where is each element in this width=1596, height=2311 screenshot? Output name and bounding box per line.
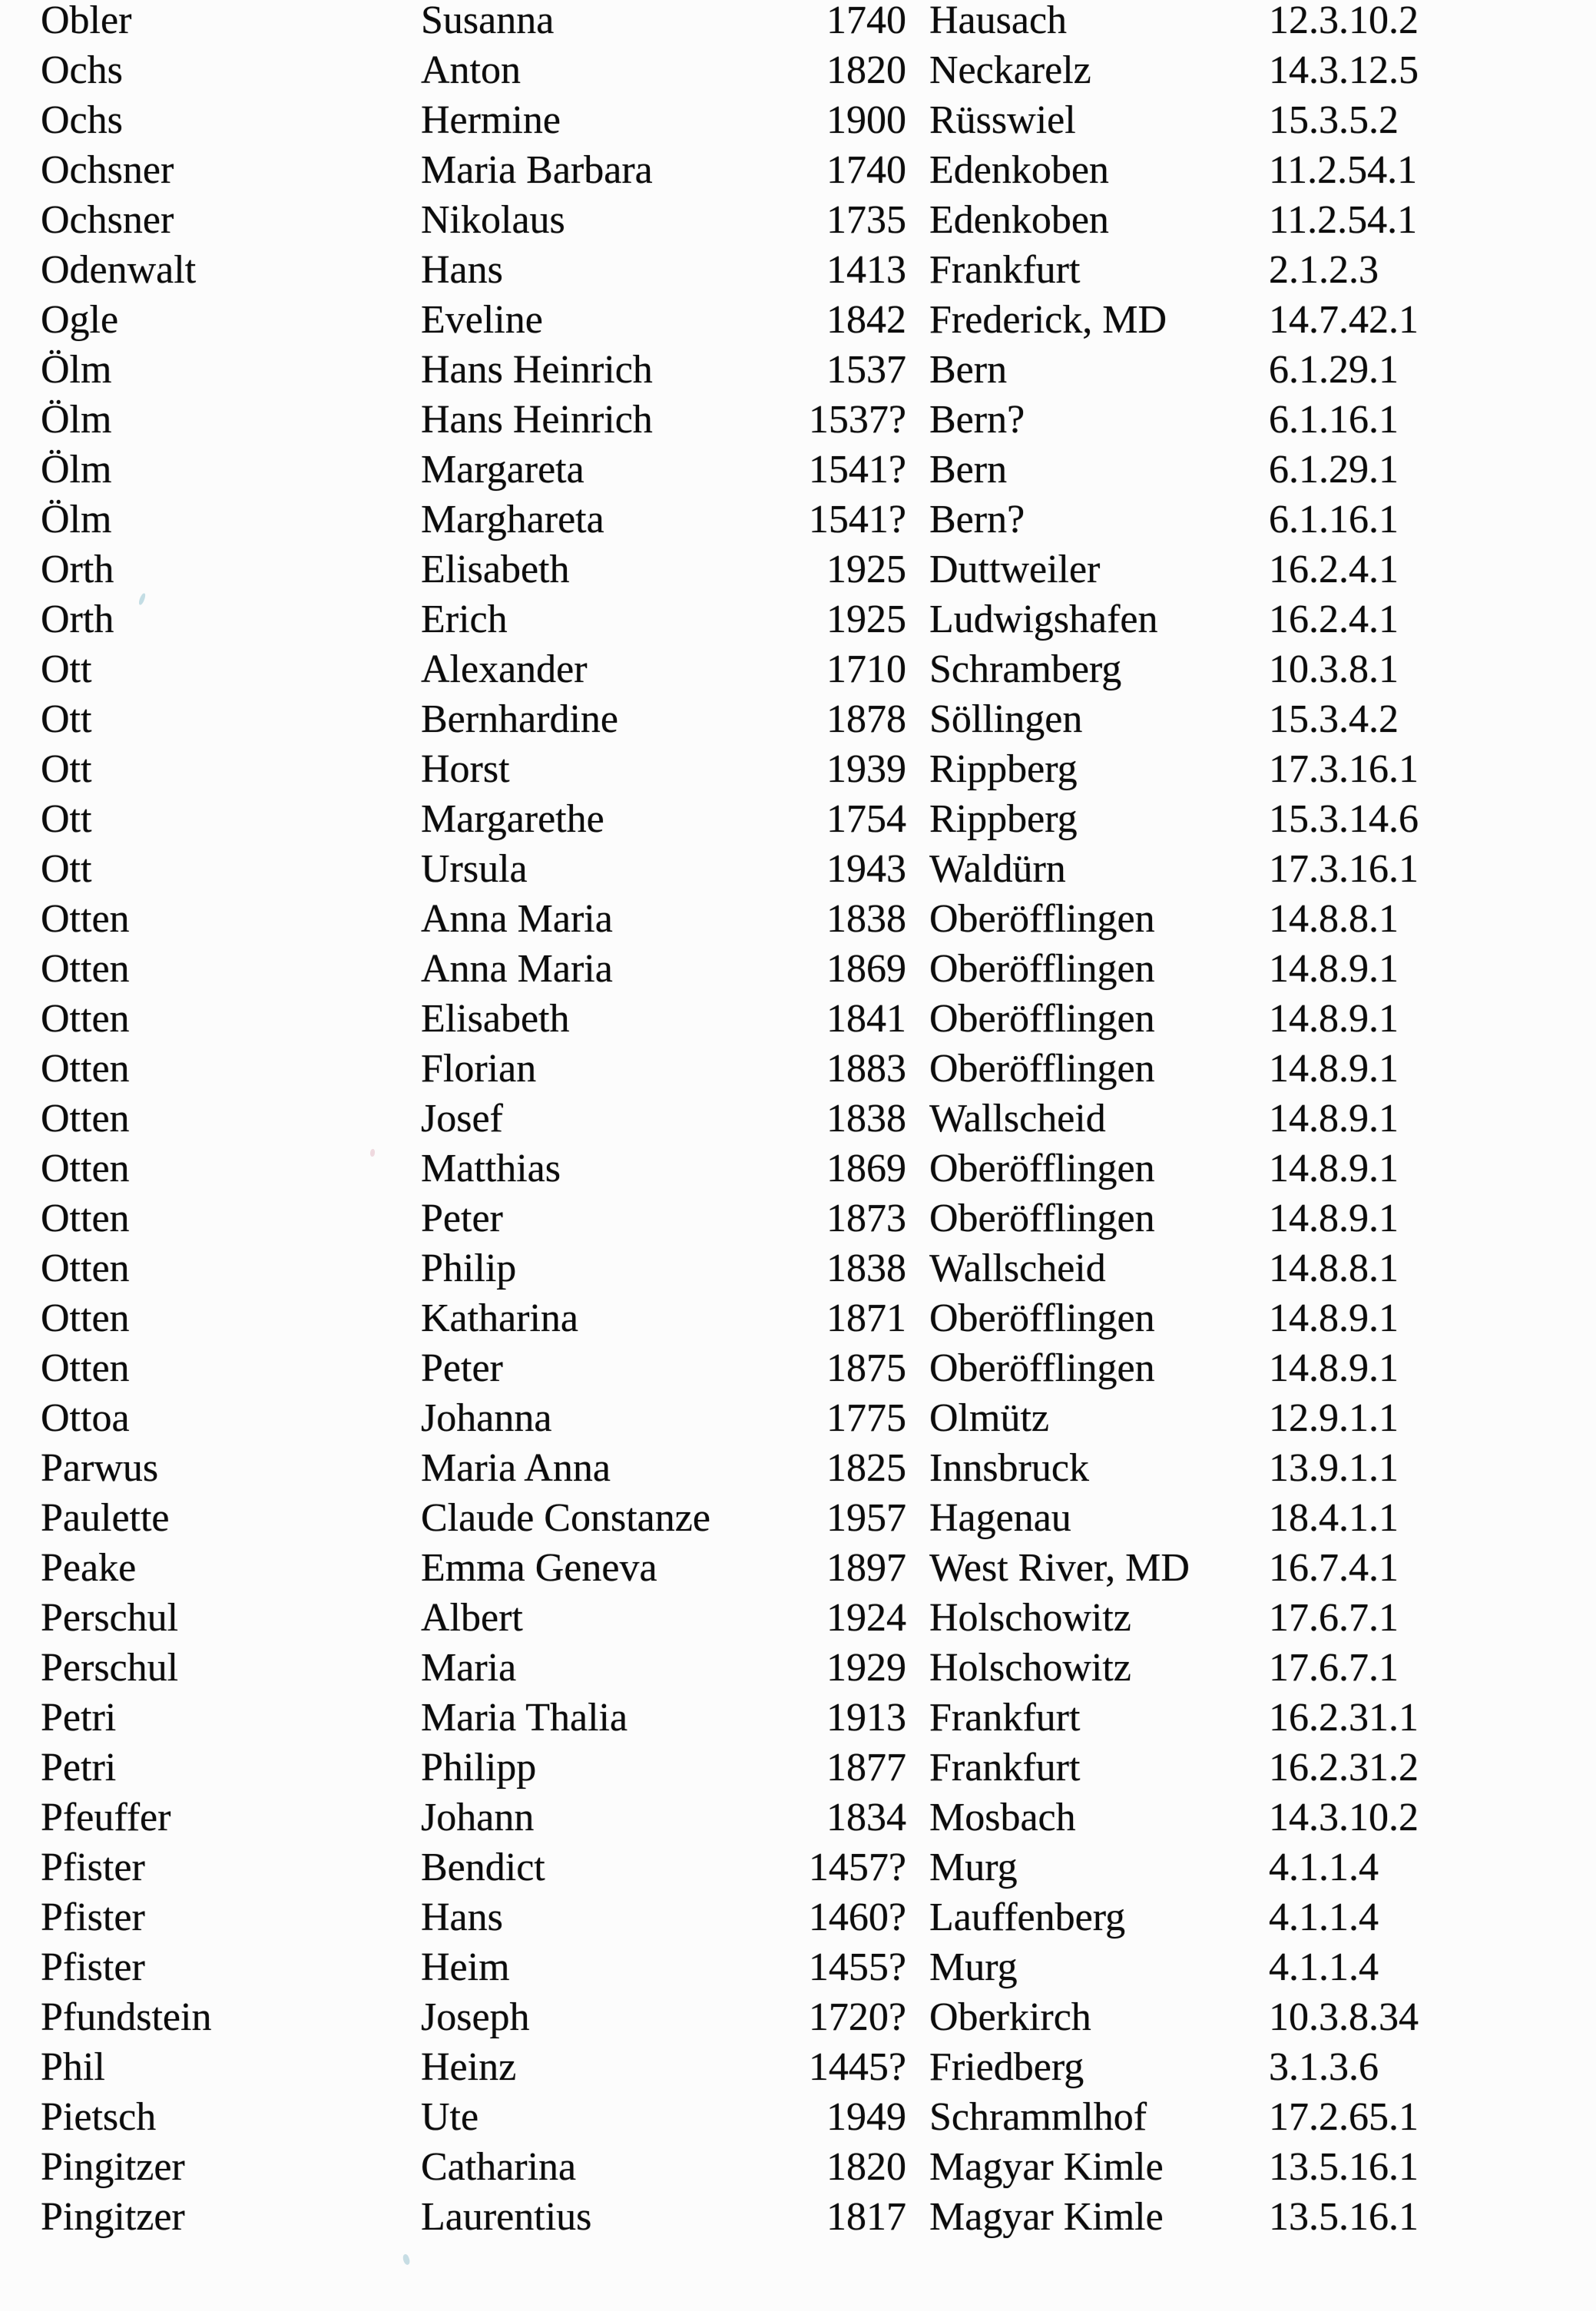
place-cell: Neckarelz xyxy=(929,48,1091,92)
place-cell: Bern xyxy=(929,348,1008,392)
place-cell: Hagenau xyxy=(929,1496,1071,1540)
given-name-cell: Elisabeth xyxy=(421,548,570,591)
year-cell: 1817 xyxy=(826,2195,906,2239)
given-name-cell: Maria Thalia xyxy=(421,1696,628,1740)
place-cell: Edenkoben xyxy=(929,148,1109,192)
place-cell: Rüsswiel xyxy=(929,98,1076,142)
given-name-cell: Matthias xyxy=(421,1147,561,1190)
place-cell: Magyar Kimle xyxy=(929,2195,1164,2239)
surname-cell: Ölm xyxy=(41,348,112,392)
given-name-cell: Albert xyxy=(421,1596,523,1640)
given-name-cell: Anna Maria xyxy=(421,897,613,941)
reference-number-cell: 14.8.9.1 xyxy=(1269,1147,1399,1190)
reference-number-cell: 14.3.10.2 xyxy=(1269,1796,1419,1839)
given-name-cell: Hermine xyxy=(421,98,561,142)
reference-number-cell: 2.1.2.3 xyxy=(1269,248,1379,292)
year-cell: 1820 xyxy=(826,48,906,92)
place-cell: Murg xyxy=(929,1846,1018,1889)
year-cell: 1735 xyxy=(826,198,906,242)
table-row xyxy=(0,1194,1596,1243)
table-row xyxy=(0,1992,1596,2042)
year-cell: 1877 xyxy=(826,1746,906,1790)
year-cell: 1871 xyxy=(826,1296,906,1340)
table-row xyxy=(0,345,1596,395)
surname-cell: Otten xyxy=(41,897,130,941)
surname-cell: Ott xyxy=(41,747,92,791)
reference-number-cell: 4.1.1.4 xyxy=(1269,1945,1379,1989)
table-row xyxy=(0,2142,1596,2192)
place-cell: Oberöfflingen xyxy=(929,1346,1155,1390)
surname-cell: Otten xyxy=(41,947,130,991)
year-cell: 1841 xyxy=(826,997,906,1041)
table-row xyxy=(0,495,1596,545)
place-cell: Oberkirch xyxy=(929,1995,1091,2039)
surname-cell: Ottoa xyxy=(41,1396,130,1440)
year-cell: 1825 xyxy=(826,1446,906,1490)
surname-cell: Pfister xyxy=(41,1895,145,1939)
surname-cell: Ott xyxy=(41,647,92,691)
reference-number-cell: 3.1.3.6 xyxy=(1269,2045,1379,2089)
surname-cell: Pfeuffer xyxy=(41,1796,171,1839)
year-cell: 1541? xyxy=(808,498,906,541)
given-name-cell: Horst xyxy=(421,747,510,791)
surname-cell: Perschul xyxy=(41,1596,179,1640)
year-cell: 1457? xyxy=(808,1846,906,1889)
reference-number-cell: 6.1.29.1 xyxy=(1269,348,1399,392)
year-cell: 1869 xyxy=(826,947,906,991)
given-name-cell: Laurentius xyxy=(421,2195,592,2239)
place-cell: Olmütz xyxy=(929,1396,1049,1440)
table-row xyxy=(0,644,1596,694)
year-cell: 1900 xyxy=(826,98,906,142)
table-row xyxy=(0,2092,1596,2142)
place-cell: Söllingen xyxy=(929,697,1083,741)
reference-number-cell: 14.8.9.1 xyxy=(1269,1097,1399,1141)
table-row xyxy=(0,295,1596,345)
given-name-cell: Erich xyxy=(421,598,508,641)
given-name-cell: Heinz xyxy=(421,2045,517,2089)
year-cell: 1925 xyxy=(826,598,906,641)
given-name-cell: Philipp xyxy=(421,1746,537,1790)
place-cell: Oberöfflingen xyxy=(929,997,1155,1041)
year-cell: 1924 xyxy=(826,1596,906,1640)
reference-number-cell: 4.1.1.4 xyxy=(1269,1846,1379,1889)
table-row xyxy=(0,1094,1596,1144)
year-cell: 1943 xyxy=(826,847,906,891)
given-name-cell: Emma Geneva xyxy=(421,1546,657,1590)
table-row xyxy=(0,1843,1596,1892)
surname-cell: Ölm xyxy=(41,498,112,541)
surname-cell: Pingitzer xyxy=(41,2195,185,2239)
place-cell: Murg xyxy=(929,1945,1018,1989)
surname-cell: Otten xyxy=(41,1147,130,1190)
year-cell: 1537? xyxy=(808,398,906,442)
surname-cell: Otten xyxy=(41,1296,130,1340)
table-row xyxy=(0,1643,1596,1693)
table-row xyxy=(0,45,1596,95)
table-row xyxy=(0,1892,1596,1942)
surname-cell: Ochs xyxy=(41,98,123,142)
reference-number-cell: 13.5.16.1 xyxy=(1269,2195,1419,2239)
reference-number-cell: 11.2.54.1 xyxy=(1269,198,1418,242)
place-cell: Schramberg xyxy=(929,647,1122,691)
table-row xyxy=(0,994,1596,1044)
table-row xyxy=(0,944,1596,994)
reference-number-cell: 17.3.16.1 xyxy=(1269,747,1419,791)
surname-cell: Pfister xyxy=(41,1846,145,1889)
given-name-cell: Katharina xyxy=(421,1296,579,1340)
table-row xyxy=(0,1793,1596,1843)
place-cell: Friedberg xyxy=(929,2045,1084,2089)
reference-number-cell: 14.8.9.1 xyxy=(1269,1346,1399,1390)
year-cell: 1740 xyxy=(826,0,906,42)
table-row xyxy=(0,894,1596,944)
year-cell: 1897 xyxy=(826,1546,906,1590)
reference-number-cell: 16.2.4.1 xyxy=(1269,548,1399,591)
table-row xyxy=(0,2042,1596,2092)
place-cell: Bern xyxy=(929,448,1008,492)
table-row xyxy=(0,594,1596,644)
reference-number-cell: 16.2.4.1 xyxy=(1269,598,1399,641)
reference-number-cell: 15.3.5.2 xyxy=(1269,98,1399,142)
surname-cell: Odenwalt xyxy=(41,248,197,292)
surname-cell: Otten xyxy=(41,1247,130,1290)
surname-cell: Parwus xyxy=(41,1446,159,1490)
surname-cell: Otten xyxy=(41,1346,130,1390)
given-name-cell: Anna Maria xyxy=(421,947,613,991)
reference-number-cell: 6.1.29.1 xyxy=(1269,448,1399,492)
year-cell: 1949 xyxy=(826,2095,906,2139)
year-cell: 1740 xyxy=(826,148,906,192)
surname-cell: Pingitzer xyxy=(41,2145,185,2189)
given-name-cell: Florian xyxy=(421,1047,537,1091)
place-cell: Frankfurt xyxy=(929,1746,1081,1790)
reference-number-cell: 14.3.12.5 xyxy=(1269,48,1419,92)
reference-number-cell: 17.3.16.1 xyxy=(1269,847,1419,891)
given-name-cell: Peter xyxy=(421,1197,503,1240)
year-cell: 1775 xyxy=(826,1396,906,1440)
surname-cell: Ölm xyxy=(41,398,112,442)
reference-number-cell: 18.4.1.1 xyxy=(1269,1496,1399,1540)
reference-number-cell: 14.7.42.1 xyxy=(1269,298,1419,342)
scan-speck xyxy=(402,2253,412,2266)
place-cell: Duttweiler xyxy=(929,548,1101,591)
year-cell: 1869 xyxy=(826,1147,906,1190)
table-row xyxy=(0,1493,1596,1543)
surname-cell: Obler xyxy=(41,0,132,42)
reference-number-cell: 6.1.16.1 xyxy=(1269,398,1399,442)
reference-number-cell: 13.9.1.1 xyxy=(1269,1446,1399,1490)
table-row xyxy=(0,545,1596,594)
reference-number-cell: 17.6.7.1 xyxy=(1269,1646,1399,1690)
place-cell: Ludwigshafen xyxy=(929,598,1158,641)
place-cell: Frederick, MD xyxy=(929,298,1167,342)
reference-number-cell: 11.2.54.1 xyxy=(1269,148,1418,192)
surname-cell: Phil xyxy=(41,2045,105,2089)
year-cell: 1445? xyxy=(808,2045,906,2089)
year-cell: 1838 xyxy=(826,1247,906,1290)
given-name-cell: Margareta xyxy=(421,448,584,492)
surname-cell: Petri xyxy=(41,1746,117,1790)
surname-cell: Ochs xyxy=(41,48,123,92)
year-cell: 1925 xyxy=(826,548,906,591)
reference-number-cell: 14.8.9.1 xyxy=(1269,997,1399,1041)
surname-cell: Ochsner xyxy=(41,148,174,192)
given-name-cell: Bendict xyxy=(421,1846,545,1889)
year-cell: 1883 xyxy=(826,1047,906,1091)
place-cell: Holschowitz xyxy=(929,1646,1131,1690)
place-cell: Frankfurt xyxy=(929,248,1081,292)
given-name-cell: Marghareta xyxy=(421,498,604,541)
reference-number-cell: 12.3.10.2 xyxy=(1269,0,1419,42)
year-cell: 1537 xyxy=(826,348,906,392)
table-row xyxy=(0,0,1596,45)
surname-cell: Otten xyxy=(41,1197,130,1240)
table-row xyxy=(0,1693,1596,1743)
given-name-cell: Nikolaus xyxy=(421,198,565,242)
reference-number-cell: 14.8.8.1 xyxy=(1269,1247,1399,1290)
reference-number-cell: 14.8.9.1 xyxy=(1269,1296,1399,1340)
given-name-cell: Johann xyxy=(421,1796,535,1839)
place-cell: Oberöfflingen xyxy=(929,1147,1155,1190)
given-name-cell: Elisabeth xyxy=(421,997,570,1041)
place-cell: Oberöfflingen xyxy=(929,897,1155,941)
table-row xyxy=(0,1343,1596,1393)
surname-cell: Ott xyxy=(41,847,92,891)
given-name-cell: Alexander xyxy=(421,647,588,691)
table-row xyxy=(0,1942,1596,1992)
table-row xyxy=(0,694,1596,744)
place-cell: Wallscheid xyxy=(929,1097,1106,1141)
given-name-cell: Anton xyxy=(421,48,521,92)
given-name-cell: Maria Anna xyxy=(421,1446,611,1490)
table-row xyxy=(0,1243,1596,1293)
year-cell: 1460? xyxy=(808,1895,906,1939)
reference-number-cell: 10.3.8.1 xyxy=(1269,647,1399,691)
table-row xyxy=(0,445,1596,495)
given-name-cell: Hans xyxy=(421,1895,503,1939)
given-name-cell: Bernhardine xyxy=(421,697,619,741)
given-name-cell: Hans Heinrich xyxy=(421,348,653,392)
year-cell: 1838 xyxy=(826,1097,906,1141)
given-name-cell: Ursula xyxy=(421,847,528,891)
reference-number-cell: 14.8.9.1 xyxy=(1269,947,1399,991)
surname-cell: Orth xyxy=(41,548,114,591)
reference-number-cell: 14.8.9.1 xyxy=(1269,1047,1399,1091)
given-name-cell: Claude Constanze xyxy=(421,1496,710,1540)
given-name-cell: Josef xyxy=(421,1097,503,1141)
surname-cell: Otten xyxy=(41,997,130,1041)
place-cell: Holschowitz xyxy=(929,1596,1131,1640)
year-cell: 1873 xyxy=(826,1197,906,1240)
given-name-cell: Maria xyxy=(421,1646,517,1690)
reference-number-cell: 15.3.14.6 xyxy=(1269,797,1419,841)
reference-number-cell: 12.9.1.1 xyxy=(1269,1396,1399,1440)
table-row xyxy=(0,1743,1596,1793)
given-name-cell: Maria Barbara xyxy=(421,148,653,192)
surname-cell: Orth xyxy=(41,598,114,641)
given-name-cell: Joseph xyxy=(421,1995,530,2039)
year-cell: 1541? xyxy=(808,448,906,492)
place-cell: Edenkoben xyxy=(929,198,1109,242)
reference-number-cell: 10.3.8.34 xyxy=(1269,1995,1419,2039)
given-name-cell: Hans Heinrich xyxy=(421,398,653,442)
place-cell: Bern? xyxy=(929,498,1025,541)
reference-number-cell: 14.8.9.1 xyxy=(1269,1197,1399,1240)
surname-cell: Paulette xyxy=(41,1496,170,1540)
surname-cell: Otten xyxy=(41,1097,130,1141)
place-cell: Oberöfflingen xyxy=(929,1047,1155,1091)
table-row xyxy=(0,95,1596,145)
reference-number-cell: 17.2.65.1 xyxy=(1269,2095,1419,2139)
surname-cell: Perschul xyxy=(41,1646,179,1690)
given-name-cell: Ute xyxy=(421,2095,479,2139)
year-cell: 1875 xyxy=(826,1346,906,1390)
place-cell: Rippberg xyxy=(929,797,1078,841)
year-cell: 1413 xyxy=(826,248,906,292)
given-name-cell: Susanna xyxy=(421,0,555,42)
reference-number-cell: 16.2.31.1 xyxy=(1269,1696,1419,1740)
place-cell: Oberöfflingen xyxy=(929,1197,1155,1240)
table-row xyxy=(0,1443,1596,1493)
place-cell: Oberöfflingen xyxy=(929,947,1155,991)
table-row xyxy=(0,245,1596,295)
year-cell: 1929 xyxy=(826,1646,906,1690)
given-name-cell: Johanna xyxy=(421,1396,552,1440)
surname-cell: Ochsner xyxy=(41,198,174,242)
year-cell: 1834 xyxy=(826,1796,906,1839)
reference-number-cell: 4.1.1.4 xyxy=(1269,1895,1379,1939)
table-row xyxy=(0,1543,1596,1593)
surname-cell: Ölm xyxy=(41,448,112,492)
year-cell: 1820 xyxy=(826,2145,906,2189)
given-name-cell: Philip xyxy=(421,1247,517,1290)
place-cell: Hausach xyxy=(929,0,1068,42)
reference-number-cell: 16.7.4.1 xyxy=(1269,1546,1399,1590)
surname-cell: Pfundstein xyxy=(41,1995,212,2039)
table-row xyxy=(0,195,1596,245)
year-cell: 1957 xyxy=(826,1496,906,1540)
table-row xyxy=(0,794,1596,844)
table-row xyxy=(0,145,1596,195)
surname-cell: Otten xyxy=(41,1047,130,1091)
year-cell: 1878 xyxy=(826,697,906,741)
table-row xyxy=(0,395,1596,445)
place-cell: Mosbach xyxy=(929,1796,1076,1839)
given-name-cell: Eveline xyxy=(421,298,543,342)
table-row xyxy=(0,744,1596,794)
surname-cell: Peake xyxy=(41,1546,137,1590)
table-row xyxy=(0,1144,1596,1194)
place-cell: Wallscheid xyxy=(929,1247,1106,1290)
reference-number-cell: 14.8.8.1 xyxy=(1269,897,1399,941)
place-cell: Rippberg xyxy=(929,747,1078,791)
given-name-cell: Peter xyxy=(421,1346,503,1390)
reference-number-cell: 16.2.31.2 xyxy=(1269,1746,1419,1790)
surname-cell: Pfister xyxy=(41,1945,145,1989)
year-cell: 1842 xyxy=(826,298,906,342)
given-name-cell: Margarethe xyxy=(421,797,604,841)
table-row xyxy=(0,2192,1596,2242)
surname-cell: Ott xyxy=(41,697,92,741)
place-cell: Magyar Kimle xyxy=(929,2145,1164,2189)
year-cell: 1455? xyxy=(808,1945,906,1989)
year-cell: 1838 xyxy=(826,897,906,941)
table-row xyxy=(0,1293,1596,1343)
place-cell: Waldürn xyxy=(929,847,1066,891)
year-cell: 1710 xyxy=(826,647,906,691)
table-row xyxy=(0,1593,1596,1643)
year-cell: 1913 xyxy=(826,1696,906,1740)
year-cell: 1939 xyxy=(826,747,906,791)
place-cell: Lauffenberg xyxy=(929,1895,1126,1939)
place-cell: Frankfurt xyxy=(929,1696,1081,1740)
surname-cell: Pietsch xyxy=(41,2095,157,2139)
reference-number-cell: 15.3.4.2 xyxy=(1269,697,1399,741)
place-cell: Bern? xyxy=(929,398,1025,442)
reference-number-cell: 6.1.16.1 xyxy=(1269,498,1399,541)
table-row xyxy=(0,1044,1596,1094)
surname-cell: Ogle xyxy=(41,298,119,342)
reference-number-cell: 13.5.16.1 xyxy=(1269,2145,1419,2189)
given-name-cell: Catharina xyxy=(421,2145,577,2189)
table-row xyxy=(0,844,1596,894)
year-cell: 1754 xyxy=(826,797,906,841)
place-cell: West River, MD xyxy=(929,1546,1190,1590)
surname-cell: Ott xyxy=(41,797,92,841)
place-cell: Schrammlhof xyxy=(929,2095,1147,2139)
given-name-cell: Heim xyxy=(421,1945,510,1989)
table-row xyxy=(0,1393,1596,1443)
place-cell: Oberöfflingen xyxy=(929,1296,1155,1340)
given-name-cell: Hans xyxy=(421,248,503,292)
reference-number-cell: 17.6.7.1 xyxy=(1269,1596,1399,1640)
year-cell: 1720? xyxy=(808,1995,906,2039)
surname-cell: Petri xyxy=(41,1696,117,1740)
place-cell: Innsbruck xyxy=(929,1446,1089,1490)
